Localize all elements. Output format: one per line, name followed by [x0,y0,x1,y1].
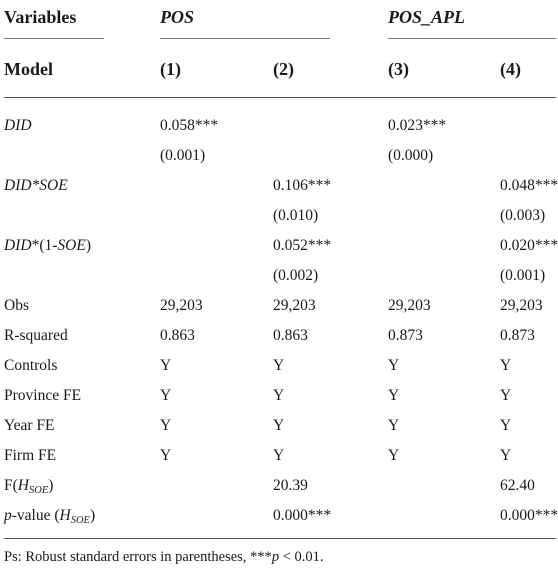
pvalue-col4: 0.000*** [500,507,558,524]
did-soe-col2-coef: 0.106*** [273,177,332,194]
obs-col3: 29,203 [388,297,431,314]
did-nsoe-col2-coef: 0.052*** [273,237,332,254]
did-nsoe-label-a: DID [4,237,32,254]
row-label-f-stat [4,476,53,496]
firm-fe-col2: Y [273,447,285,464]
model-number-3: (3) [388,59,409,79]
f-stat-label-sub: SOE [29,485,49,496]
table-bottom-rule [4,538,556,539]
did-soe-col4-se: (0.003) [500,207,546,224]
province-fe-col3: Y [388,387,400,404]
rsq-col1: 0.863 [160,327,195,344]
header-rule-pos [160,38,330,39]
model-number-1: (1) [160,59,181,79]
firm-fe-col1: Y [160,447,172,464]
header-rule-variables [4,38,104,39]
did-nsoe-label-b: *(1- [31,237,58,254]
province-fe-col1: Y [160,387,172,404]
group-header-pos: POS [160,7,195,27]
pvalue-col2: 0.000*** [273,507,332,524]
obs-col1: 29,203 [160,297,203,314]
controls-col4: Y [500,357,512,374]
model-number-2: (2) [273,59,294,79]
group-header-pos-apl: POS_APL [388,7,466,27]
pvalue-label-mid: -value ( [11,507,60,524]
header-rule-pos-apl [388,38,556,39]
controls-col2: Y [273,357,285,374]
variables-header: Variables [4,7,77,27]
controls-col3: Y [388,357,400,374]
f-stat-col2: 20.39 [273,477,308,494]
row-label-firm-fe: Firm FE [4,447,57,464]
did-col3-coef: 0.023*** [388,117,447,134]
did-nsoe-col4-se: (0.001) [500,267,546,284]
did-soe-col4-coef: 0.048*** [500,177,558,194]
note-suffix: < 0.01. [279,549,324,565]
pvalue-label-p: p [4,507,12,524]
did-col1-coef: 0.058*** [160,117,219,134]
did-nsoe-col4-coef: 0.020*** [500,237,558,254]
did-soe-col2-se: (0.010) [273,207,319,224]
year-fe-col1: Y [160,417,172,434]
f-stat-label-var: H [17,477,29,494]
firm-fe-col4: Y [500,447,512,464]
pvalue-label-suffix: ) [89,507,96,524]
row-label-did-soe: DID*SOE [4,177,68,194]
row-label-province-fe: Province FE [4,387,82,404]
note-p: p [271,549,280,565]
row-label-year-fe: Year FE [4,417,55,434]
note-prefix: Ps: Robust standard errors in parentheses, *** [4,549,272,565]
row-label-obs: Obs [4,297,29,314]
model-number-4: (4) [500,59,521,79]
rsq-col2: 0.863 [273,327,308,344]
did-nsoe-label-d: ) [85,237,91,254]
province-fe-col4: Y [500,387,512,404]
rsq-col4: 0.873 [500,327,535,344]
pvalue-label-sub: SOE [70,515,90,526]
obs-col2: 29,203 [273,297,316,314]
firm-fe-col3: Y [388,447,400,464]
controls-col1: Y [160,357,172,374]
did-nsoe-col2-se: (0.002) [273,267,319,284]
row-label-pvalue [4,506,95,526]
f-stat-label-prefix: F( [4,477,18,494]
row-label-rsq: R-squared [4,327,68,344]
province-fe-col2: Y [273,387,285,404]
did-col1-se: (0.001) [160,147,206,164]
row-label-controls: Controls [4,357,58,374]
obs-col4: 29,203 [500,297,543,314]
f-stat-label-suffix: ) [48,477,54,494]
did-col3-se: (0.000) [388,147,434,164]
year-fe-col4: Y [500,417,512,434]
rsq-col3: 0.873 [388,327,423,344]
f-stat-col4: 62.40 [500,477,535,494]
pvalue-label-var: H [59,507,71,524]
model-header: Model [4,59,53,79]
year-fe-col2: Y [273,417,285,434]
did-nsoe-label-c: SOE [57,237,86,254]
year-fe-col3: Y [388,417,400,434]
row-label-did: DID [4,117,32,134]
header-bottom-rule [4,97,556,98]
row-label-did-nsoe [4,236,91,256]
table-note [4,547,324,567]
